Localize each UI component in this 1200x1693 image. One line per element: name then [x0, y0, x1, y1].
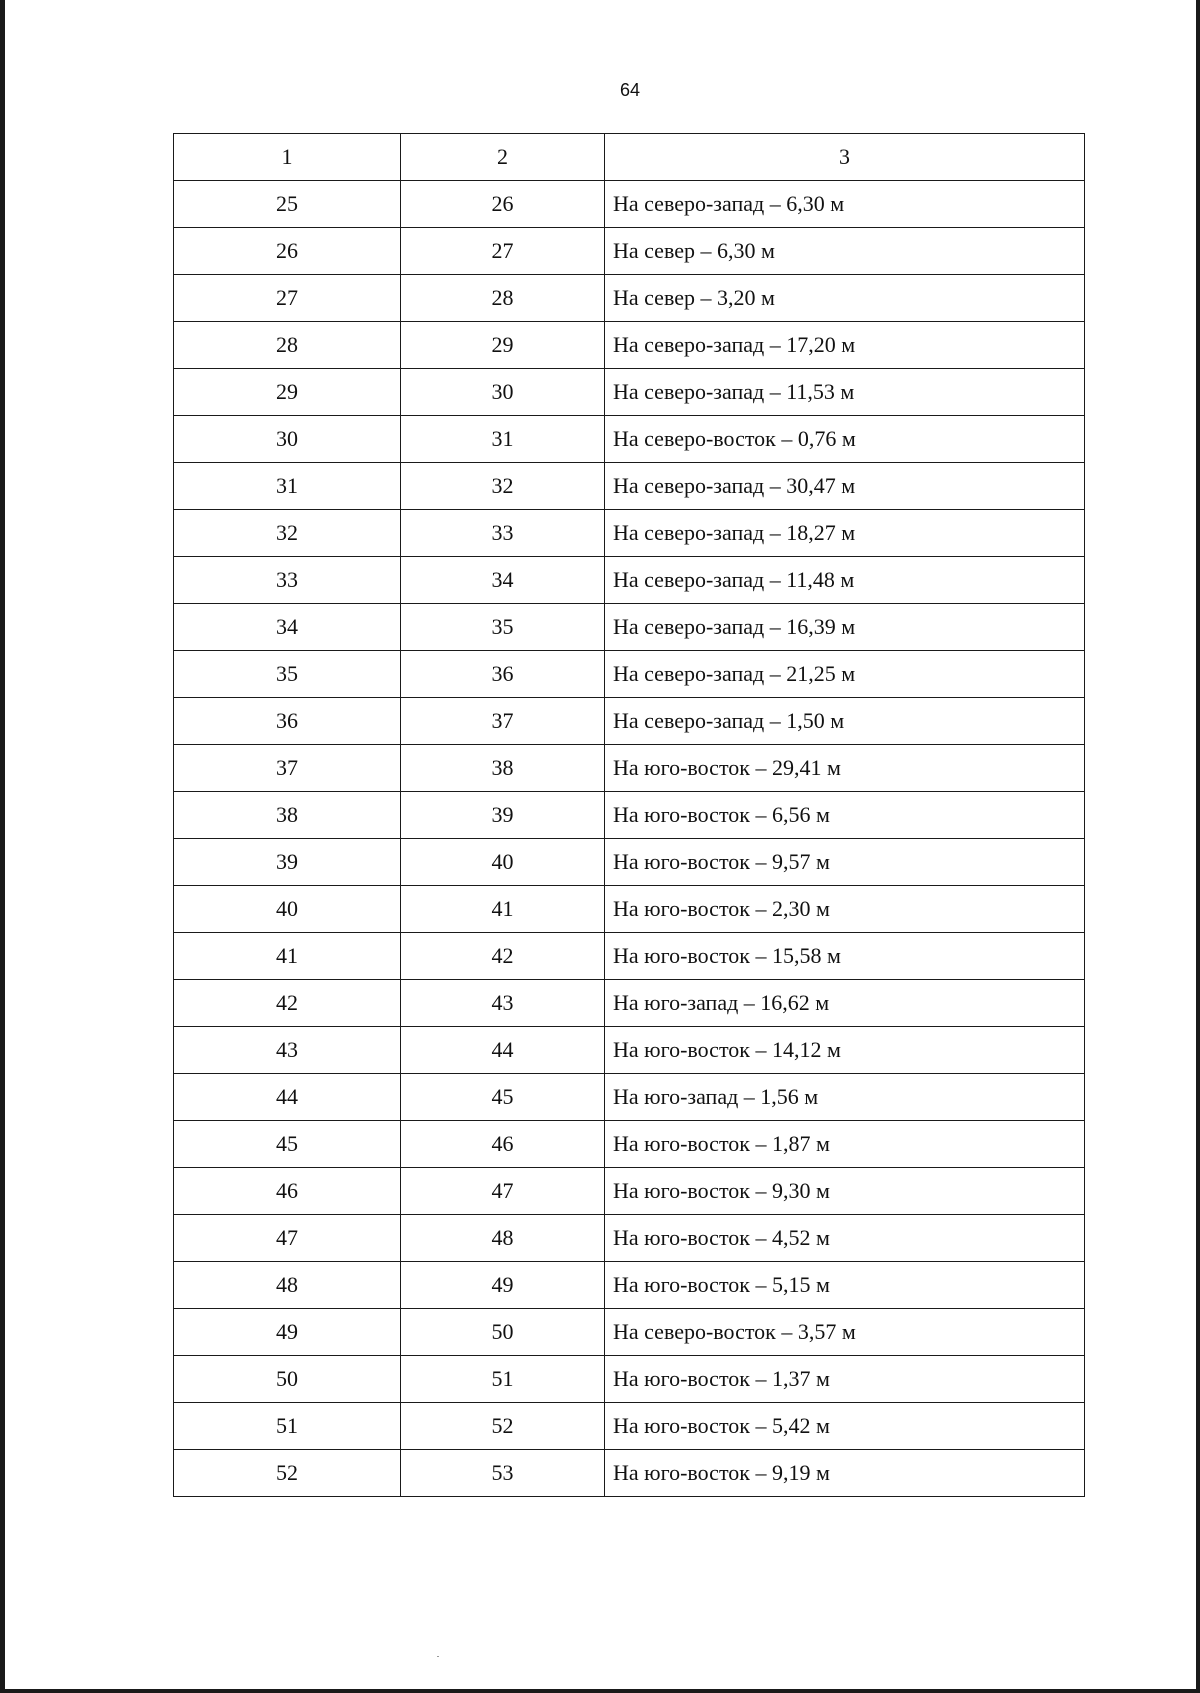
direction-distance-cell: На северо-запад – 17,20 м	[605, 322, 1085, 369]
to-point-cell: 33	[401, 510, 605, 557]
column-header-3: 3	[605, 134, 1085, 181]
column-header-2: 2	[401, 134, 605, 181]
direction-distance-cell: На северо-запад – 16,39 м	[605, 604, 1085, 651]
table-row	[174, 980, 1085, 1027]
direction-distance-cell: На северо-запад – 21,25 м	[605, 651, 1085, 698]
table-row	[174, 886, 1085, 933]
direction-distance-cell: На юго-восток – 4,52 м	[605, 1215, 1085, 1262]
direction-distance-cell: На север – 6,30 м	[605, 228, 1085, 275]
table-row	[174, 1403, 1085, 1450]
scan-edge-right	[1196, 0, 1200, 1693]
direction-distance-cell: На юго-восток – 5,15 м	[605, 1262, 1085, 1309]
to-point-cell: 43	[401, 980, 605, 1027]
table-row	[174, 1450, 1085, 1497]
table-row	[174, 463, 1085, 510]
from-point-cell: 51	[174, 1403, 401, 1450]
from-point-cell: 46	[174, 1168, 401, 1215]
table-row	[174, 557, 1085, 604]
scan-edge-bottom	[0, 1689, 1200, 1693]
table-row	[174, 181, 1085, 228]
to-point-cell: 26	[401, 181, 605, 228]
direction-distance-cell: На северо-запад – 11,53 м	[605, 369, 1085, 416]
table-row	[174, 933, 1085, 980]
to-point-cell: 51	[401, 1356, 605, 1403]
from-point-cell: 48	[174, 1262, 401, 1309]
to-point-cell: 31	[401, 416, 605, 463]
direction-distance-cell: На юго-восток – 1,87 м	[605, 1121, 1085, 1168]
table-row	[174, 698, 1085, 745]
from-point-cell: 30	[174, 416, 401, 463]
from-point-cell: 47	[174, 1215, 401, 1262]
table-row	[174, 604, 1085, 651]
table-row	[174, 369, 1085, 416]
table-row	[174, 1356, 1085, 1403]
table-row	[174, 1074, 1085, 1121]
table-row	[174, 792, 1085, 839]
table-row	[174, 1168, 1085, 1215]
from-point-cell: 29	[174, 369, 401, 416]
from-point-cell: 38	[174, 792, 401, 839]
to-point-cell: 30	[401, 369, 605, 416]
to-point-cell: 35	[401, 604, 605, 651]
to-point-cell: 40	[401, 839, 605, 886]
to-point-cell: 42	[401, 933, 605, 980]
to-point-cell: 39	[401, 792, 605, 839]
from-point-cell: 34	[174, 604, 401, 651]
from-point-cell: 50	[174, 1356, 401, 1403]
table-header-row	[174, 134, 1085, 181]
from-point-cell: 37	[174, 745, 401, 792]
table-body	[174, 134, 1085, 1497]
table-row	[174, 839, 1085, 886]
to-point-cell: 28	[401, 275, 605, 322]
direction-distance-cell: На юго-восток – 1,37 м	[605, 1356, 1085, 1403]
page-number: 64	[619, 80, 641, 100]
table-row	[174, 275, 1085, 322]
table-row	[174, 416, 1085, 463]
table-row	[174, 1262, 1085, 1309]
from-point-cell: 25	[174, 181, 401, 228]
boundary-table	[173, 133, 1085, 1497]
table-row	[174, 1215, 1085, 1262]
to-point-cell: 36	[401, 651, 605, 698]
from-point-cell: 28	[174, 322, 401, 369]
scan-edge-left	[0, 0, 5, 1693]
direction-distance-cell: На юго-восток – 14,12 м	[605, 1027, 1085, 1074]
from-point-cell: 35	[174, 651, 401, 698]
table-row	[174, 745, 1085, 792]
to-point-cell: 46	[401, 1121, 605, 1168]
to-point-cell: 29	[401, 322, 605, 369]
direction-distance-cell: На северо-запад – 18,27 м	[605, 510, 1085, 557]
direction-distance-cell: На северо-запад – 11,48 м	[605, 557, 1085, 604]
direction-distance-cell: На юго-восток – 9,30 м	[605, 1168, 1085, 1215]
to-point-cell: 41	[401, 886, 605, 933]
to-point-cell: 52	[401, 1403, 605, 1450]
direction-distance-cell: На северо-восток – 0,76 м	[605, 416, 1085, 463]
from-point-cell: 36	[174, 698, 401, 745]
from-point-cell: 45	[174, 1121, 401, 1168]
table-row	[174, 510, 1085, 557]
table-row	[174, 1121, 1085, 1168]
direction-distance-cell: На юго-восток – 9,57 м	[605, 839, 1085, 886]
direction-distance-cell: На северо-восток – 3,57 м	[605, 1309, 1085, 1356]
from-point-cell: 26	[174, 228, 401, 275]
direction-distance-cell: На юго-восток – 29,41 м	[605, 745, 1085, 792]
to-point-cell: 37	[401, 698, 605, 745]
to-point-cell: 38	[401, 745, 605, 792]
to-point-cell: 44	[401, 1027, 605, 1074]
table-row	[174, 228, 1085, 275]
from-point-cell: 31	[174, 463, 401, 510]
to-point-cell: 27	[401, 228, 605, 275]
to-point-cell: 53	[401, 1450, 605, 1497]
from-point-cell: 33	[174, 557, 401, 604]
to-point-cell: 48	[401, 1215, 605, 1262]
table-row	[174, 1309, 1085, 1356]
to-point-cell: 34	[401, 557, 605, 604]
to-point-cell: 45	[401, 1074, 605, 1121]
table-row	[174, 322, 1085, 369]
from-point-cell: 41	[174, 933, 401, 980]
direction-distance-cell: На северо-запад – 30,47 м	[605, 463, 1085, 510]
from-point-cell: 39	[174, 839, 401, 886]
from-point-cell: 42	[174, 980, 401, 1027]
from-point-cell: 44	[174, 1074, 401, 1121]
direction-distance-cell: На юго-восток – 2,30 м	[605, 886, 1085, 933]
from-point-cell: 27	[174, 275, 401, 322]
direction-distance-cell: На юго-восток – 9,19 м	[605, 1450, 1085, 1497]
from-point-cell: 49	[174, 1309, 401, 1356]
direction-distance-cell: На юго-запад – 16,62 м	[605, 980, 1085, 1027]
from-point-cell: 32	[174, 510, 401, 557]
from-point-cell: 40	[174, 886, 401, 933]
from-point-cell: 52	[174, 1450, 401, 1497]
direction-distance-cell: На север – 3,20 м	[605, 275, 1085, 322]
direction-distance-cell: На северо-запад – 1,50 м	[605, 698, 1085, 745]
table-row	[174, 1027, 1085, 1074]
direction-distance-cell: На юго-восток – 6,56 м	[605, 792, 1085, 839]
to-point-cell: 47	[401, 1168, 605, 1215]
direction-distance-cell: На юго-запад – 1,56 м	[605, 1074, 1085, 1121]
from-point-cell: 43	[174, 1027, 401, 1074]
table-row	[174, 651, 1085, 698]
column-header-1: 1	[174, 134, 401, 181]
to-point-cell: 32	[401, 463, 605, 510]
direction-distance-cell: На юго-восток – 15,58 м	[605, 933, 1085, 980]
direction-distance-cell: На юго-восток – 5,42 м	[605, 1403, 1085, 1450]
to-point-cell: 50	[401, 1309, 605, 1356]
direction-distance-cell: На северо-запад – 6,30 м	[605, 181, 1085, 228]
scan-speck	[437, 1656, 439, 1657]
to-point-cell: 49	[401, 1262, 605, 1309]
